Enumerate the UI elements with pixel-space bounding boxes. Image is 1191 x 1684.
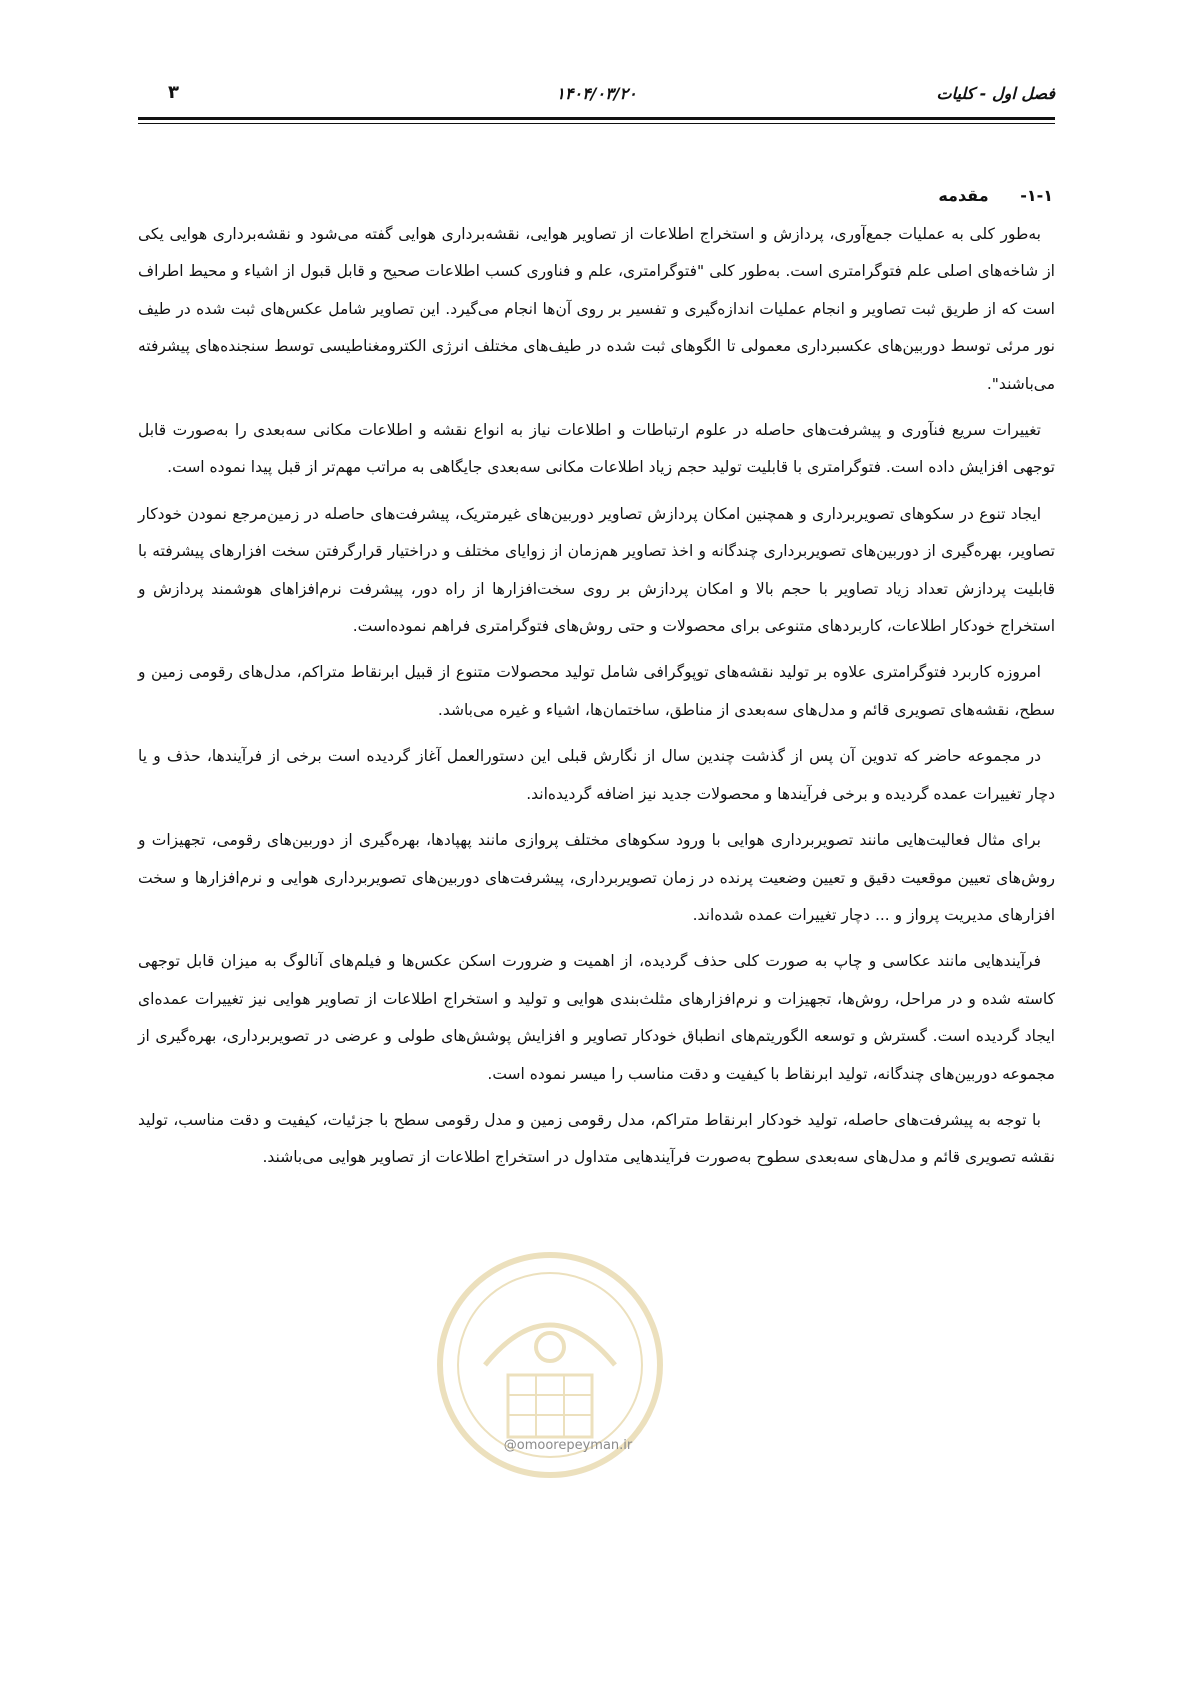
header-date: ۱۴۰۴/۰۳/۲۰ xyxy=(556,84,637,103)
watermark-url: @omoorepeyman.ir xyxy=(503,1438,633,1453)
paragraph-6: برای مثال فعالیت‌هایی مانند تصویربرداری هوایی با ورود سکوهای مختلف پروازی مانند پهپادها، بهره‌گیری از دوربین‌های رقومی، تجهیزات و روش‌های تعیین موقعیت دقیق و تعیین وضعیت پرنده در زمان تصویربرداری، پیشرفت‌های دوربین‌های تصویربرداری هوایی و نرم‌افزارها و سخت افزارهای مدیریت پرواز و ... دچار تغییرات عمده شده‌اند. xyxy=(138,831,1055,924)
body-text xyxy=(138,216,1055,1186)
page-number: ۳ xyxy=(168,82,179,103)
paragraph-4: امروزه کاربرد فتوگرامتری علاوه بر تولید نقشه‌های توپوگرافی شامل تولید محصولات متنوع از قبیل ابرنقاط متراکم، مدل‌های رقومی زمین و سطح، نقشه‌های تصویری قائم و مدل‌های سه‌بعدی از مناطق، ساختمان‌ها، اشیاء و غیره می‌باشد. xyxy=(138,663,1055,719)
section-title: مقدمه xyxy=(938,186,989,205)
paragraph-7: فرآیندهایی مانند عکاسی و چاپ به صورت کلی حذف گردیده، از اهمیت و ضرورت اسکن عکس‌ها و فیلم‌های آنالوگ به میزان قابل توجهی کاسته شده و در مراحل، روش‌ها، تجهیزات و نرم‌افزارهای مثلث‌بندی هوایی و تولید و استخراج اطلاعات از تصاویر هوایی نیز تغییرات عمده‌ای ایجاد گردیده است. گسترش و توسعه الگوریتم‌های انطباق خودکار تصاویر و افزایش پوشش‌های طولی و عرضی در تصویربرداری، بهره‌گیری از مجموعه دوربین‌های چندگانه، تولید ابرنقاط با کیفیت و دقت مناسب را میسر نموده است. xyxy=(138,952,1055,1083)
header-rule-thick xyxy=(138,117,1055,120)
paragraph-3: ایجاد تنوع در سکوهای تصویربرداری و همچنین امکان پردازش تصاویر دوربین‌های غیرمتریک، پیشرفت‌های حاصله در زمین‌مرجع نمودن خودکار تصاویر، بهره‌گیری از دوربین‌های تصویربرداری چندگانه و اخذ تصاویر هم‌زمان از زوایای مختلف و دراختیار قرارگرفتن سخت افزارهای پیشرفته با قابلیت پردازش تعداد زیاد تصاویر با حجم بالا و امکان پردازش بر روی سخت‌افزارها از راه دور، پیشرفت نرم‌افزاهای هوشمند پردازش و استخراج خودکار اطلاعات، کاربردهای متنوعی برای محصولات و حتی روش‌های فتوگرامتری فراهم نموده‌است. xyxy=(138,504,1055,636)
header-rule-thin xyxy=(138,123,1055,124)
paragraph-1: به‌طور کلی به عملیات جمع‌آوری، پردازش و استخراج اطلاعات از تصاویر هوایی، نقشه‌برداری هوایی گفته می‌شود و نقشه‌برداری هوایی یکی از شاخه‌های اصلی علم فتوگرامتری است. به‌طور کلی "فتوگرامتری، علم و فناوری کسب اطلاعات صحیح و قابل قبول از اشیاء و محیط اطراف است که از طریق ثبت تصاویر و انجام عملیات اندازه‌گیری و تفسیر بر روی آن‌ها انجام می‌گیرد. این تصاویر شامل عکس‌های ثبت شده در طیف نور مرئی توسط دوربین‌های عکسبرداری معمولی تا الگوهای ثبت شده در طیف‌های مختلف انرژی الکترومغناطیسی توسط سنجنده‌های پیشرفته می‌باشند". xyxy=(138,225,1055,393)
paragraph-2: تغییرات سریع فنآوری و پیشرفت‌های حاصله در علوم ارتباطات و اطلاعات نیاز به انواع نقشه و اطلاعات مکانی سه‌بعدی را به‌صورت قابل توجهی افزایش داده است. فتوگرامتری با قابلیت تولید حجم زیاد اطلاعات مکانی سه‌بعدی جایگاهی به مراتب مهم‌تر از قبل پیدا نموده است. xyxy=(138,421,1055,477)
paragraph-8: با توجه به پیشرفت‌های حاصله، تولید خودکار ابرنقاط متراکم، مدل رقومی زمین و مدل رقومی سطح با جزئیات، کیفیت و دقت مناسب، تولید نقشه تصویری قائم و مدل‌های سه‌بعدی سطوح به‌صورت فرآیندهایی متداول در استخراج اطلاعات از تصاویر هوایی می‌باشند. xyxy=(138,1110,1055,1167)
section-heading xyxy=(938,186,1053,205)
chapter-title: فصل اول - کلیات xyxy=(936,84,1055,103)
paragraph-5: در مجموعه حاضر که تدوین آن پس از گذشت چندین سال از نگارش قبلی این دستورالعمل آغاز گردیده است برخی از فرآیندها، حذف و یا دچار تغییرات عمده گردیده و برخی فرآیندها و محصولات جدید نیز اضافه گردیده‌اند. xyxy=(138,747,1055,803)
section-number: ۱-۱- xyxy=(1020,186,1053,205)
page-header xyxy=(138,80,1055,114)
